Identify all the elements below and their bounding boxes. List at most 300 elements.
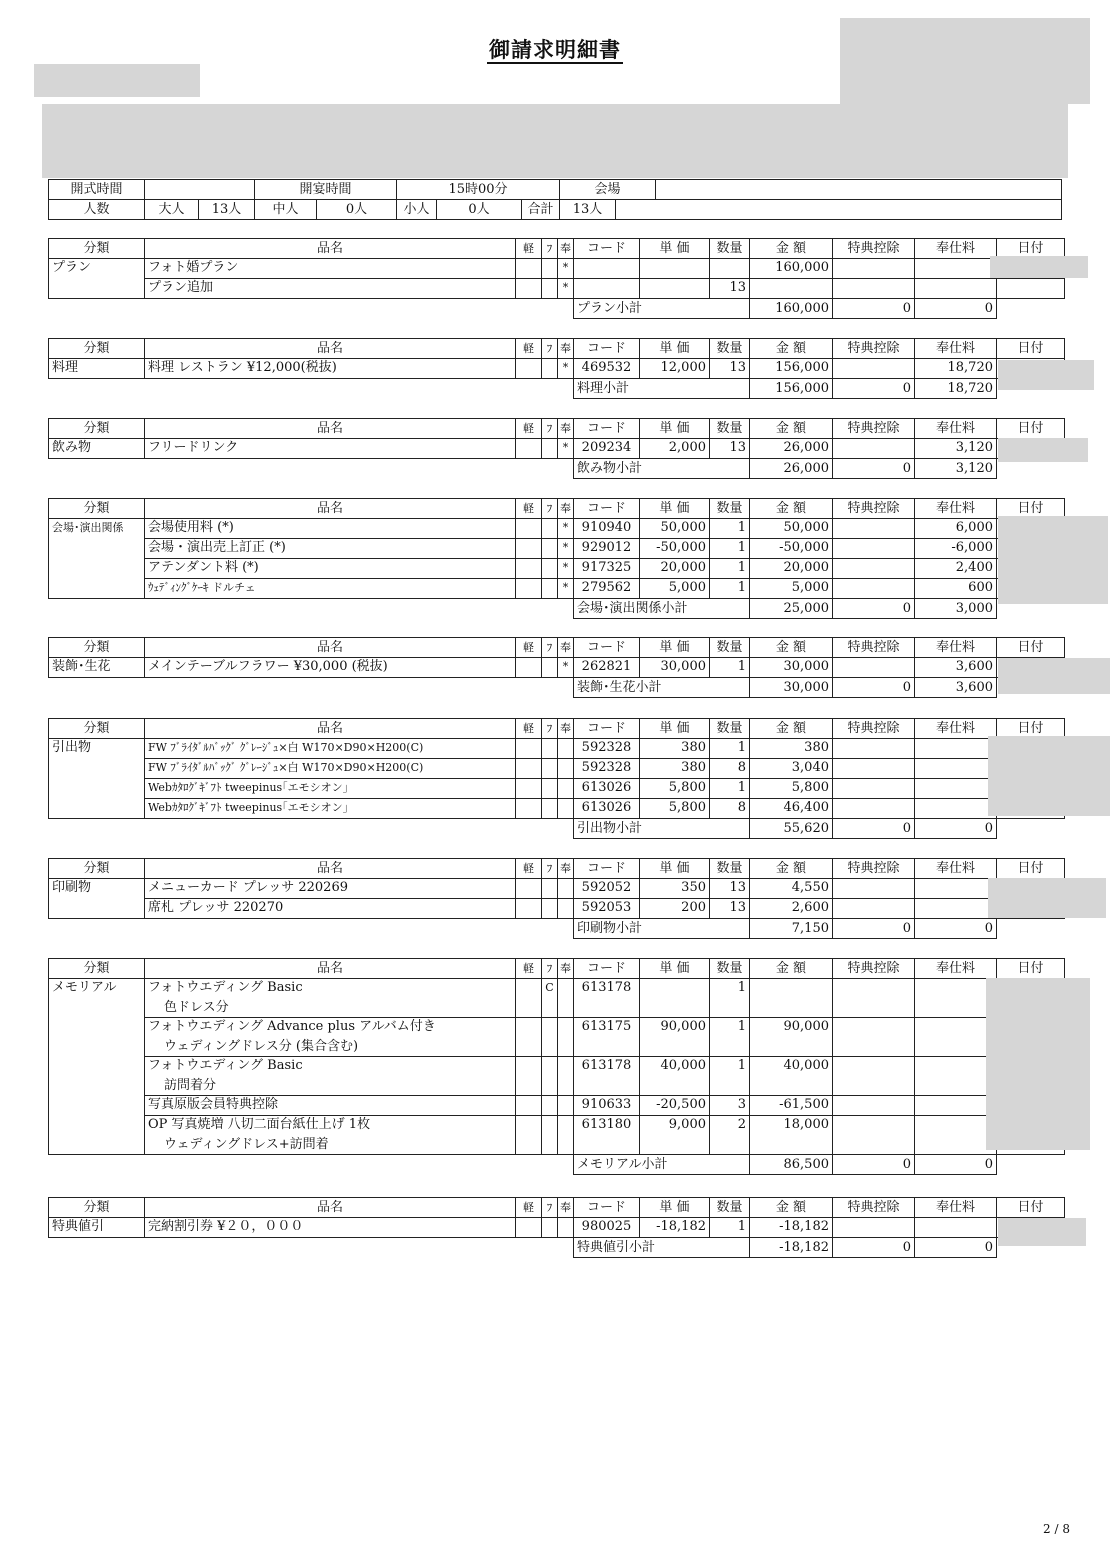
subtotal-amount: 156,000 bbox=[750, 379, 833, 399]
column-header-kei: 軽 bbox=[516, 959, 542, 979]
column-header-item: 品名 bbox=[145, 1198, 516, 1218]
hou-cell bbox=[558, 1018, 574, 1057]
amount-cell: 5,000 bbox=[750, 579, 833, 599]
table-row bbox=[49, 759, 1065, 779]
item-name-text: FW ﾌﾞﾗｲﾀﾞﾙﾊﾞｯｸﾞ ｸﾞﾚｰｼﾞｭ×白 W170×D90×H200(C) bbox=[148, 761, 424, 774]
fu-cell bbox=[542, 559, 558, 579]
item-name bbox=[145, 879, 516, 899]
price-cell: -18,182 bbox=[640, 1218, 710, 1238]
qty-cell: 1 bbox=[710, 779, 750, 799]
subtotal-label: プラン小計 bbox=[574, 299, 750, 319]
column-header-fu: ﾌ bbox=[542, 239, 558, 259]
section-table bbox=[48, 637, 1065, 698]
column-header-qty: 数量 bbox=[710, 499, 750, 519]
price-cell: 50,000 bbox=[640, 519, 710, 539]
column-header-benefit: 特典控除 bbox=[833, 1198, 915, 1218]
column-header-qty: 数量 bbox=[710, 339, 750, 359]
venue-label: 会場 bbox=[560, 180, 656, 200]
column-header-kei: 軽 bbox=[516, 339, 542, 359]
subtotal-amount: -18,182 bbox=[750, 1238, 833, 1258]
redacted-area bbox=[998, 1218, 1086, 1246]
kei-cell bbox=[516, 658, 542, 678]
service-cell bbox=[915, 259, 997, 279]
table-row bbox=[49, 439, 1065, 459]
column-header-amount: 金 額 bbox=[750, 1198, 833, 1218]
date-cell bbox=[997, 279, 1065, 299]
column-header-amount: 金 額 bbox=[750, 499, 833, 519]
code-cell bbox=[574, 279, 640, 299]
code-cell: 592053 bbox=[574, 899, 640, 919]
column-header-date: 日付 bbox=[997, 859, 1065, 879]
qty-cell: 3 bbox=[710, 1096, 750, 1116]
fu-cell bbox=[542, 899, 558, 919]
price-cell bbox=[640, 279, 710, 299]
subtotal-spacer bbox=[49, 819, 574, 839]
column-header-item: 品名 bbox=[145, 638, 516, 658]
item-subtext: ウェディングドレス分 (集合含む) bbox=[164, 1039, 359, 1054]
subtotal-benefit: 0 bbox=[833, 459, 915, 479]
amount-cell: 2,600 bbox=[750, 899, 833, 919]
subtotal-spacer bbox=[49, 919, 574, 939]
benefit-cell bbox=[833, 1057, 915, 1096]
column-header-code: コード bbox=[574, 959, 640, 979]
item-name-text: メニューカード プレッサ 220269 bbox=[148, 880, 348, 895]
column-header-unit_price: 単 価 bbox=[640, 719, 710, 739]
table-row bbox=[49, 799, 1065, 819]
document-title: 御請求明細書 bbox=[489, 37, 621, 62]
total-value: 13人 bbox=[560, 200, 616, 220]
category-cell: 印刷物 bbox=[49, 879, 145, 919]
item-name-text: 写真原版会員特典控除 bbox=[148, 1097, 279, 1112]
code-cell: 592328 bbox=[574, 759, 640, 779]
redacted-area bbox=[986, 978, 1090, 1150]
kei-cell bbox=[516, 979, 542, 1018]
benefit-cell bbox=[833, 799, 915, 819]
item-name-text: 料理 レストラン ¥12,000(税抜) bbox=[148, 360, 337, 375]
fu-cell bbox=[542, 359, 558, 379]
service-cell bbox=[915, 739, 997, 759]
category-cell: 引出物 bbox=[49, 739, 145, 819]
subtotal-benefit: 0 bbox=[833, 1155, 915, 1175]
adult-label: 大人 bbox=[145, 200, 199, 220]
column-header-kei: 軽 bbox=[516, 638, 542, 658]
subtotal-date-spacer bbox=[997, 819, 1065, 839]
hou-cell: * bbox=[558, 559, 574, 579]
column-header-date: 日付 bbox=[997, 719, 1065, 739]
total-label: 合計 bbox=[522, 200, 560, 220]
benefit-cell bbox=[833, 1116, 915, 1155]
column-header-benefit: 特典控除 bbox=[833, 719, 915, 739]
page-number: 2 / 8 bbox=[1043, 1522, 1070, 1536]
column-header-unit_price: 単 価 bbox=[640, 419, 710, 439]
price-cell: 30,000 bbox=[640, 658, 710, 678]
column-header-category: 分類 bbox=[49, 1198, 145, 1218]
item-name bbox=[145, 1057, 516, 1096]
column-header-kei: 軽 bbox=[516, 719, 542, 739]
category-cell: プラン bbox=[49, 259, 145, 299]
redacted-area bbox=[998, 658, 1110, 694]
service-cell bbox=[915, 1018, 997, 1057]
price-cell: 380 bbox=[640, 759, 710, 779]
column-header-amount: 金 額 bbox=[750, 339, 833, 359]
hou-cell: * bbox=[558, 658, 574, 678]
subtotal-row bbox=[49, 379, 1065, 399]
column-header-service: 奉仕料 bbox=[915, 859, 997, 879]
redacted-area bbox=[998, 360, 1094, 390]
subtotal-spacer bbox=[49, 1155, 574, 1175]
venue-value bbox=[656, 180, 1062, 200]
hou-cell: * bbox=[558, 279, 574, 299]
hou-cell: * bbox=[558, 579, 574, 599]
subtotal-service: 0 bbox=[915, 919, 997, 939]
subtotal-row bbox=[49, 599, 1065, 619]
qty-cell: 13 bbox=[710, 359, 750, 379]
column-header-item: 品名 bbox=[145, 239, 516, 259]
column-header-unit_price: 単 価 bbox=[640, 339, 710, 359]
column-header-service: 奉仕料 bbox=[915, 1198, 997, 1218]
column-header-date: 日付 bbox=[997, 339, 1065, 359]
subtotal-amount: 55,620 bbox=[750, 819, 833, 839]
column-header-fu: ﾌ bbox=[542, 719, 558, 739]
redacted-area bbox=[988, 878, 1106, 918]
column-header-fu: ﾌ bbox=[542, 1198, 558, 1218]
subtotal-benefit: 0 bbox=[833, 379, 915, 399]
subtotal-label: 装飾･生花小計 bbox=[574, 678, 750, 698]
fu-cell bbox=[542, 439, 558, 459]
redacted-area bbox=[988, 736, 1110, 816]
kei-cell bbox=[516, 1018, 542, 1057]
service-cell bbox=[915, 1057, 997, 1096]
item-name bbox=[145, 259, 516, 279]
subtotal-service: 0 bbox=[915, 299, 997, 319]
fu-cell bbox=[542, 1018, 558, 1057]
amount-cell: 50,000 bbox=[750, 519, 833, 539]
kei-cell bbox=[516, 519, 542, 539]
table-row bbox=[49, 279, 1065, 299]
qty-cell: 13 bbox=[710, 279, 750, 299]
subtotal-amount: 160,000 bbox=[750, 299, 833, 319]
column-header-category: 分類 bbox=[49, 499, 145, 519]
qty-cell: 1 bbox=[710, 1018, 750, 1057]
hou-cell bbox=[558, 739, 574, 759]
fu-cell bbox=[542, 579, 558, 599]
table-row bbox=[49, 259, 1065, 279]
price-cell: 40,000 bbox=[640, 1057, 710, 1096]
banquet-time-value: 15時00分 bbox=[397, 180, 560, 200]
column-header-unit_price: 単 価 bbox=[640, 1198, 710, 1218]
event-info-table bbox=[48, 179, 1062, 220]
column-header-amount: 金 額 bbox=[750, 419, 833, 439]
price-cell: 9,000 bbox=[640, 1116, 710, 1155]
kei-cell bbox=[516, 1096, 542, 1116]
benefit-cell bbox=[833, 899, 915, 919]
item-name-text: ｳｪﾃﾞｨﾝｸﾞｹｰｷ ドルチェ bbox=[148, 581, 256, 594]
item-name-text: フォト婚プラン bbox=[148, 260, 239, 275]
subtotal-label: 会場･演出関係小計 bbox=[574, 599, 750, 619]
service-cell bbox=[915, 1116, 997, 1155]
redacted-area bbox=[42, 104, 1068, 178]
column-header-amount: 金 額 bbox=[750, 959, 833, 979]
item-name bbox=[145, 979, 516, 1018]
column-header-service: 奉仕料 bbox=[915, 419, 997, 439]
item-subtext: 訪問着分 bbox=[164, 1078, 217, 1093]
column-header-code: コード bbox=[574, 339, 640, 359]
kei-cell bbox=[516, 779, 542, 799]
service-cell: 6,000 bbox=[915, 519, 997, 539]
subtotal-service: 0 bbox=[915, 1155, 997, 1175]
item-name-text: フォトウエディング Basic bbox=[148, 980, 303, 995]
column-header-benefit: 特典控除 bbox=[833, 959, 915, 979]
code-cell: 917325 bbox=[574, 559, 640, 579]
benefit-cell bbox=[833, 739, 915, 759]
table-row bbox=[49, 658, 1065, 678]
column-header-qty: 数量 bbox=[710, 719, 750, 739]
kei-cell bbox=[516, 799, 542, 819]
category-cell: 特典値引 bbox=[49, 1218, 145, 1238]
item-name bbox=[145, 279, 516, 299]
column-header-date: 日付 bbox=[997, 959, 1065, 979]
subtotal-benefit: 0 bbox=[833, 678, 915, 698]
hou-cell bbox=[558, 899, 574, 919]
subtotal-spacer bbox=[49, 459, 574, 479]
fu-cell bbox=[542, 1116, 558, 1155]
price-cell: 12,000 bbox=[640, 359, 710, 379]
subtotal-benefit: 0 bbox=[833, 819, 915, 839]
column-header-amount: 金 額 bbox=[750, 859, 833, 879]
column-header-service: 奉仕料 bbox=[915, 239, 997, 259]
subtotal-label: 引出物小計 bbox=[574, 819, 750, 839]
benefit-cell bbox=[833, 979, 915, 1018]
item-name-text: OP 写真焼増 八切二面台紙仕上げ 1枚 bbox=[148, 1117, 371, 1132]
column-header-qty: 数量 bbox=[710, 638, 750, 658]
section-table bbox=[48, 418, 1065, 479]
column-header-benefit: 特典控除 bbox=[833, 239, 915, 259]
ceremony-time-label: 開式時間 bbox=[49, 180, 145, 200]
table-row bbox=[49, 579, 1065, 599]
code-cell: 469532 bbox=[574, 359, 640, 379]
price-cell: 5,000 bbox=[640, 579, 710, 599]
qty-cell: 1 bbox=[710, 519, 750, 539]
subtotal-row bbox=[49, 1238, 1065, 1258]
category-cell: 会場･演出関係 bbox=[49, 519, 145, 599]
category-cell: メモリアル bbox=[49, 979, 145, 1155]
column-header-hou: 奉 bbox=[558, 719, 574, 739]
column-header-benefit: 特典控除 bbox=[833, 499, 915, 519]
column-header-benefit: 特典控除 bbox=[833, 419, 915, 439]
table-row bbox=[49, 359, 1065, 379]
table-row bbox=[49, 899, 1065, 919]
item-name-text: 完納割引券 ¥２０，０００ bbox=[148, 1219, 304, 1234]
kei-cell bbox=[516, 899, 542, 919]
code-cell: 929012 bbox=[574, 539, 640, 559]
banquet-time-label: 開宴時間 bbox=[255, 180, 397, 200]
column-header-kei: 軽 bbox=[516, 419, 542, 439]
service-cell bbox=[915, 759, 997, 779]
subtotal-row bbox=[49, 678, 1065, 698]
subtotal-amount: 7,150 bbox=[750, 919, 833, 939]
amount-cell: -61,500 bbox=[750, 1096, 833, 1116]
code-cell: 209234 bbox=[574, 439, 640, 459]
amount-cell: 26,000 bbox=[750, 439, 833, 459]
fu-cell bbox=[542, 1096, 558, 1116]
qty-cell: 2 bbox=[710, 1116, 750, 1155]
amount-cell: 46,400 bbox=[750, 799, 833, 819]
fu-cell bbox=[542, 1057, 558, 1096]
column-header-qty: 数量 bbox=[710, 419, 750, 439]
column-header-qty: 数量 bbox=[710, 1198, 750, 1218]
fu-cell bbox=[542, 539, 558, 559]
kei-cell bbox=[516, 359, 542, 379]
column-header-service: 奉仕料 bbox=[915, 499, 997, 519]
column-header-qty: 数量 bbox=[710, 959, 750, 979]
amount-cell bbox=[750, 279, 833, 299]
benefit-cell bbox=[833, 559, 915, 579]
service-cell bbox=[915, 899, 997, 919]
category-cell: 料理 bbox=[49, 359, 145, 379]
section-table bbox=[48, 498, 1065, 619]
fu-cell bbox=[542, 259, 558, 279]
code-cell: 613178 bbox=[574, 979, 640, 1018]
service-cell: 3,120 bbox=[915, 439, 997, 459]
fu-cell bbox=[542, 799, 558, 819]
item-name-text: FW ﾌﾞﾗｲﾀﾞﾙﾊﾞｯｸﾞ ｸﾞﾚｰｼﾞｭ×白 W170×D90×H200(C) bbox=[148, 741, 424, 754]
column-header-hou: 奉 bbox=[558, 419, 574, 439]
item-name bbox=[145, 1018, 516, 1057]
hou-cell: * bbox=[558, 519, 574, 539]
qty-cell: 1 bbox=[710, 658, 750, 678]
table-row bbox=[49, 779, 1065, 799]
redacted-area bbox=[998, 516, 1108, 604]
column-header-unit_price: 単 価 bbox=[640, 499, 710, 519]
section-table bbox=[48, 858, 1065, 939]
hou-cell bbox=[558, 979, 574, 1018]
section-table bbox=[48, 958, 1065, 1175]
qty-cell: 1 bbox=[710, 559, 750, 579]
code-cell: 613175 bbox=[574, 1018, 640, 1057]
item-name bbox=[145, 1218, 516, 1238]
kei-cell bbox=[516, 1057, 542, 1096]
kei-cell bbox=[516, 259, 542, 279]
column-header-item: 品名 bbox=[145, 499, 516, 519]
fu-cell bbox=[542, 519, 558, 539]
item-name bbox=[145, 439, 516, 459]
item-name bbox=[145, 779, 516, 799]
column-header-code: コード bbox=[574, 499, 640, 519]
item-name-text: 席札 プレッサ 220270 bbox=[148, 900, 284, 915]
kei-cell bbox=[516, 1218, 542, 1238]
hou-cell: * bbox=[558, 359, 574, 379]
column-header-qty: 数量 bbox=[710, 859, 750, 879]
table-row bbox=[49, 519, 1065, 539]
column-header-hou: 奉 bbox=[558, 638, 574, 658]
code-cell: 613178 bbox=[574, 1057, 640, 1096]
column-header-fu: ﾌ bbox=[542, 959, 558, 979]
subtotal-amount: 30,000 bbox=[750, 678, 833, 698]
subtotal-spacer bbox=[49, 379, 574, 399]
subtotal-date-spacer bbox=[997, 299, 1065, 319]
subtotal-service: 0 bbox=[915, 819, 997, 839]
column-header-category: 分類 bbox=[49, 719, 145, 739]
column-header-benefit: 特典控除 bbox=[833, 339, 915, 359]
service-cell: 18,720 bbox=[915, 359, 997, 379]
table-row bbox=[49, 1096, 1065, 1116]
column-header-item: 品名 bbox=[145, 339, 516, 359]
qty-cell: 1 bbox=[710, 1057, 750, 1096]
service-cell bbox=[915, 779, 997, 799]
subtotal-benefit: 0 bbox=[833, 1238, 915, 1258]
hou-cell bbox=[558, 1116, 574, 1155]
column-header-category: 分類 bbox=[49, 959, 145, 979]
adult-value: 13人 bbox=[199, 200, 255, 220]
code-cell: 613180 bbox=[574, 1116, 640, 1155]
fu-cell: C bbox=[542, 979, 558, 1018]
column-header-hou: 奉 bbox=[558, 239, 574, 259]
price-cell: 350 bbox=[640, 879, 710, 899]
benefit-cell bbox=[833, 1096, 915, 1116]
subtotal-benefit: 0 bbox=[833, 919, 915, 939]
amount-cell: -18,182 bbox=[750, 1218, 833, 1238]
code-cell: 279562 bbox=[574, 579, 640, 599]
column-header-kei: 軽 bbox=[516, 1198, 542, 1218]
column-header-hou: 奉 bbox=[558, 1198, 574, 1218]
item-name-text: フリードリンク bbox=[148, 440, 239, 455]
table-row bbox=[49, 739, 1065, 759]
code-cell: 262821 bbox=[574, 658, 640, 678]
column-header-service: 奉仕料 bbox=[915, 638, 997, 658]
price-cell: 90,000 bbox=[640, 1018, 710, 1057]
service-cell bbox=[915, 879, 997, 899]
item-name bbox=[145, 739, 516, 759]
section-table bbox=[48, 338, 1065, 399]
benefit-cell bbox=[833, 658, 915, 678]
subtotal-service: 3,000 bbox=[915, 599, 997, 619]
column-header-item: 品名 bbox=[145, 419, 516, 439]
price-cell: 5,800 bbox=[640, 799, 710, 819]
column-header-category: 分類 bbox=[49, 339, 145, 359]
amount-cell: 5,800 bbox=[750, 779, 833, 799]
item-name-text: Webｶﾀﾛｸﾞｷﾞﾌﾄ tweepinus｢エモシオン｣ bbox=[148, 801, 349, 814]
item-name bbox=[145, 519, 516, 539]
subtotal-spacer bbox=[49, 1238, 574, 1258]
benefit-cell bbox=[833, 759, 915, 779]
category-cell: 飲み物 bbox=[49, 439, 145, 459]
column-header-kei: 軽 bbox=[516, 859, 542, 879]
price-cell bbox=[640, 259, 710, 279]
table-row bbox=[49, 559, 1065, 579]
qty-cell: 13 bbox=[710, 879, 750, 899]
item-name-text: アテンダント料 (*) bbox=[148, 560, 259, 575]
hou-cell: * bbox=[558, 539, 574, 559]
column-header-fu: ﾌ bbox=[542, 859, 558, 879]
column-header-hou: 奉 bbox=[558, 859, 574, 879]
amount-cell: 3,040 bbox=[750, 759, 833, 779]
benefit-cell bbox=[833, 1018, 915, 1057]
qty-cell: 8 bbox=[710, 759, 750, 779]
column-header-fu: ﾌ bbox=[542, 638, 558, 658]
redacted-area bbox=[34, 64, 200, 97]
qty-cell: 1 bbox=[710, 739, 750, 759]
qty-cell: 13 bbox=[710, 899, 750, 919]
table-row bbox=[49, 879, 1065, 899]
column-header-service: 奉仕料 bbox=[915, 719, 997, 739]
column-header-code: コード bbox=[574, 1198, 640, 1218]
amount-cell: 4,550 bbox=[750, 879, 833, 899]
column-header-hou: 奉 bbox=[558, 499, 574, 519]
hou-cell bbox=[558, 1096, 574, 1116]
ceremony-time-value bbox=[145, 180, 255, 200]
benefit-cell bbox=[833, 579, 915, 599]
kei-cell bbox=[516, 1116, 542, 1155]
